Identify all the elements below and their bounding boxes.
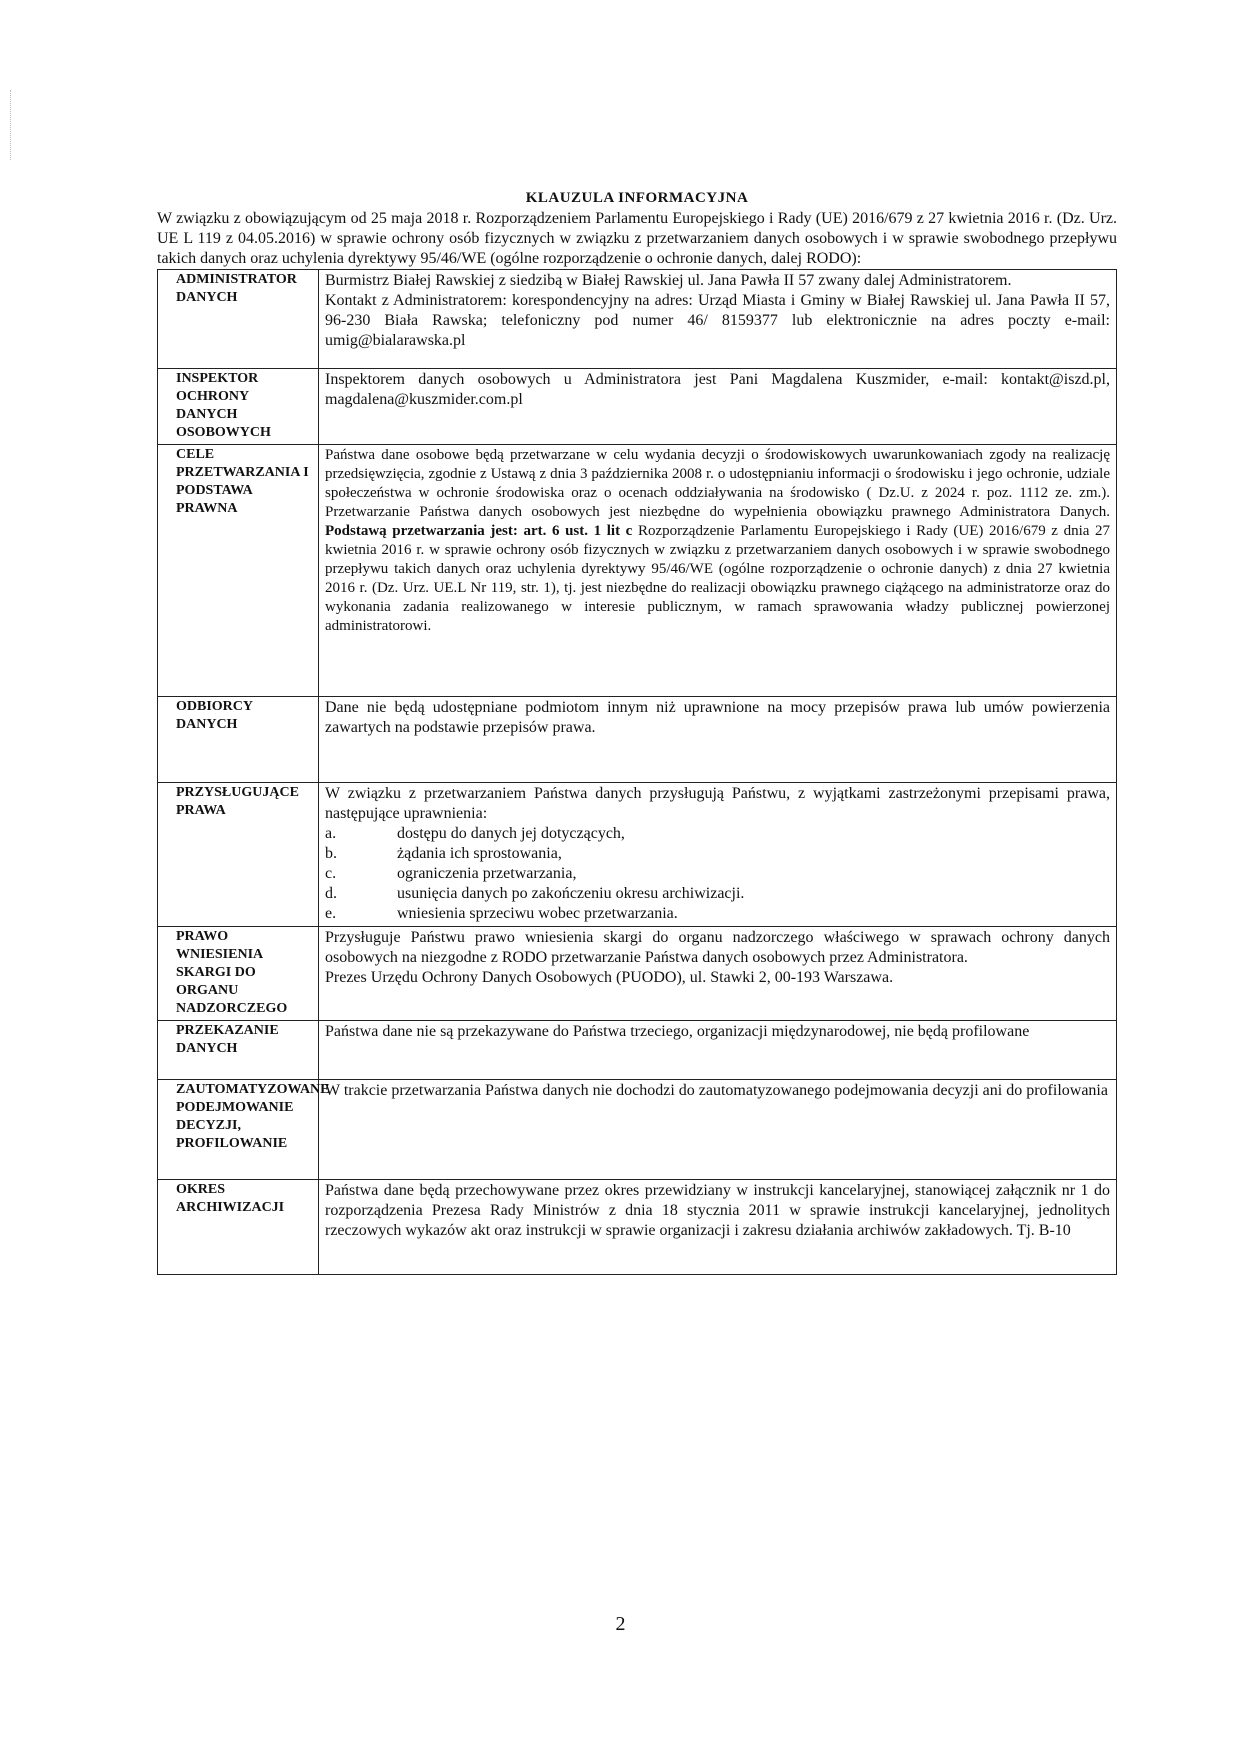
scan-margin-mark — [10, 90, 11, 160]
table-row-inspektor — [158, 369, 1117, 445]
list-item: d. usunięcia danych po zakończeniu okresu archiwizacji. — [325, 885, 745, 902]
table-row-administrator — [158, 270, 1117, 369]
row-content — [319, 270, 1117, 369]
prawa-intro: W związku z przetwarzaniem Państwa danych przysługują Państwu, z wyjątkami zastrzeżonymi przepisami prawa, następujące uprawnienia: — [325, 785, 1110, 822]
list-item: b. żądania ich sprostowania, — [325, 845, 562, 862]
skarga-text: Przysługuje Państwu prawo wniesienia skargi do organu nadzorczego właściwego w sprawach ochrony danych osobowych na niezgodne z RODO przetwarzanie Państwa danych osobowych przez Administratora. — [325, 929, 1110, 966]
table-row-okres — [158, 1180, 1117, 1275]
row-content — [319, 445, 1117, 697]
row-content: Państwa dane będą przechowywane przez okres przewidziany w instrukcji kancelaryjnej, stanowiącej załącznik nr 1 do rozporządzenia Prezesa Rady Ministrów z dnia 18 stycznia 2011 w sprawie instrukcji kancelaryjnej, jednolitych rzeczowych wykazów akt oraz instrukcji w sprawie organizacji i zakresu działania archiwów zakładowych. Tj. B-10 — [319, 1180, 1117, 1275]
row-content: Państwa dane nie są przekazywane do Państwa trzeciego, organizacji międzynarodowej, nie będą profilowane — [319, 1021, 1117, 1080]
administrator-contact: Kontakt z Administratorem: korespondencyjny na adres: Urząd Miasta i Gminy w Białej Rawskiej ul. Jana Pawła II 57, 96-230 Biała Rawska; telefoniczny pod numer 46/ 8159377 lub elektronicznie na adres poczty e-mail: umig@bialarawska.pl — [325, 292, 1110, 349]
table-row-cele — [158, 445, 1117, 697]
row-content — [319, 927, 1117, 1021]
list-item: c. ograniczenia przetwarzania, — [325, 865, 577, 882]
row-label: OKRES ARCHIWIZACJI — [158, 1180, 319, 1275]
row-label: ODBIORCY DANYCH — [158, 697, 319, 783]
row-label: PRZYSŁUGUJĄCE PRAWA — [158, 783, 319, 927]
table-row-odbiorcy — [158, 697, 1117, 783]
row-content — [319, 783, 1117, 927]
information-table — [157, 269, 1117, 1275]
row-label: ADMINISTRATOR DANYCH — [158, 270, 319, 369]
table-row-prawa — [158, 783, 1117, 927]
skarga-authority: Prezes Urzędu Ochrony Danych Osobowych (PUODO), ul. Stawki 2, 00-193 Warszawa. — [325, 969, 894, 986]
row-label: ZAUTOMATYZOWANE PODEJMOWANIE DECYZJI, PROFILOWANIE — [158, 1080, 319, 1180]
row-label: PRAWO WNIESIENIA SKARGI DO ORGANU NADZORCZEGO — [158, 927, 319, 1021]
document-intro: W związku z obowiązującym od 25 maja 2018 r. Rozporządzeniem Parlamentu Europejskiego i Rady (UE) 2016/679 z 27 kwietnia 2016 r. (Dz. Urz. UE L 119 z 04.05.2016) w sprawie ochrony osób fizycznych w związku z przetwarzaniem danych osobowych i w sprawie swobodnego przepływu takich danych oraz uchylenia dyrektywy 95/46/WE (ogólne rozporządzenie o ochronie danych, dalej RODO): — [157, 210, 1117, 267]
cele-text-a: Państwa dane osobowe będą przetwarzane w celu wydania decyzji o środowiskowych uwarunkowaniach zgody na realizację przedsięwzięcia, zgodnie z Ustawą z dnia 3 października 2008 r. o udostępnianiu informacji o środowisku i jego ochronie, udziale społeczeństwa w ochronie środowiska oraz o ocenach oddziaływania na środowisko ( Dz.U. z 2024 r. poz. 1112 ze. zm.). Przetwarzanie Państwa danych osobowych jest niezbędne do wypełnienia obowiązku prawnego Administratora Danych. — [325, 447, 1110, 520]
administrator-text: Burmistrz Białej Rawskiej z siedzibą w Białej Rawskiej ul. Jana Pawła II 57 zwany dalej Administratorem. — [325, 272, 1012, 289]
document-title: KLAUZULA INFORMACYJNA — [525, 190, 749, 206]
row-content: Inspektorem danych osobowych u Administratora jest Pani Magdalena Kuszmider, e-mail: kontakt@iszd.pl, magdalena@kuszmider.com.pl — [319, 369, 1117, 445]
page-number: 2 — [615, 1613, 626, 1635]
row-content: W trakcie przetwarzania Państwa danych nie dochodzi do zautomatyzowanego podejmowania decyzji ani do profilowania — [319, 1080, 1117, 1180]
cele-legal-basis: Podstawą przetwarzania jest: art. 6 ust. 1 lit c — [325, 523, 633, 539]
cele-text-b: Rozporządzenie Parlamentu Europejskiego i Rady (UE) 2016/679 z dnia 27 kwietnia 2016 r. w sprawie ochrony osób fizycznych w związku z przetwarzaniem danych osobowych i w sprawie swobodnego przepływu takich danych oraz uchylenia dyrektywy 95/46/WE (ogólne rozporządzenie o ochronie danych) z dnia 27 kwietnia 2016 r. (Dz. Urz. UE.L Nr 119, str. 1), tj. jest niezbędne do realizacji obowiązku prawnego ciążącego na administratorze oraz do wykonania zadania realizowanego w interesie publicznym, w ramach sprawowania władzy publicznej powierzonej administratorowi. — [325, 523, 1111, 634]
table-row-przekazanie — [158, 1021, 1117, 1080]
row-label: INSPEKTOR OCHRONY DANYCH OSOBOWYCH — [158, 369, 319, 445]
table-row-skarga — [158, 927, 1117, 1021]
list-item: e. wniesienia sprzeciwu wobec przetwarzania. — [325, 905, 678, 922]
row-content: Dane nie będą udostępniane podmiotom innym niż uprawnione na mocy przepisów prawa lub umów powierzenia zawartych na podstawie przepisów prawa. — [319, 697, 1117, 783]
document-page — [157, 190, 1117, 1275]
rights-list — [325, 824, 1110, 924]
table-row-zautomatyzowane — [158, 1080, 1117, 1180]
row-label: PRZEKAZANIE DANYCH — [158, 1021, 319, 1080]
list-item: a. dostępu do danych jej dotyczących, — [325, 825, 625, 842]
row-label: CELE PRZETWARZANIA I PODSTAWA PRAWNA — [158, 445, 319, 697]
